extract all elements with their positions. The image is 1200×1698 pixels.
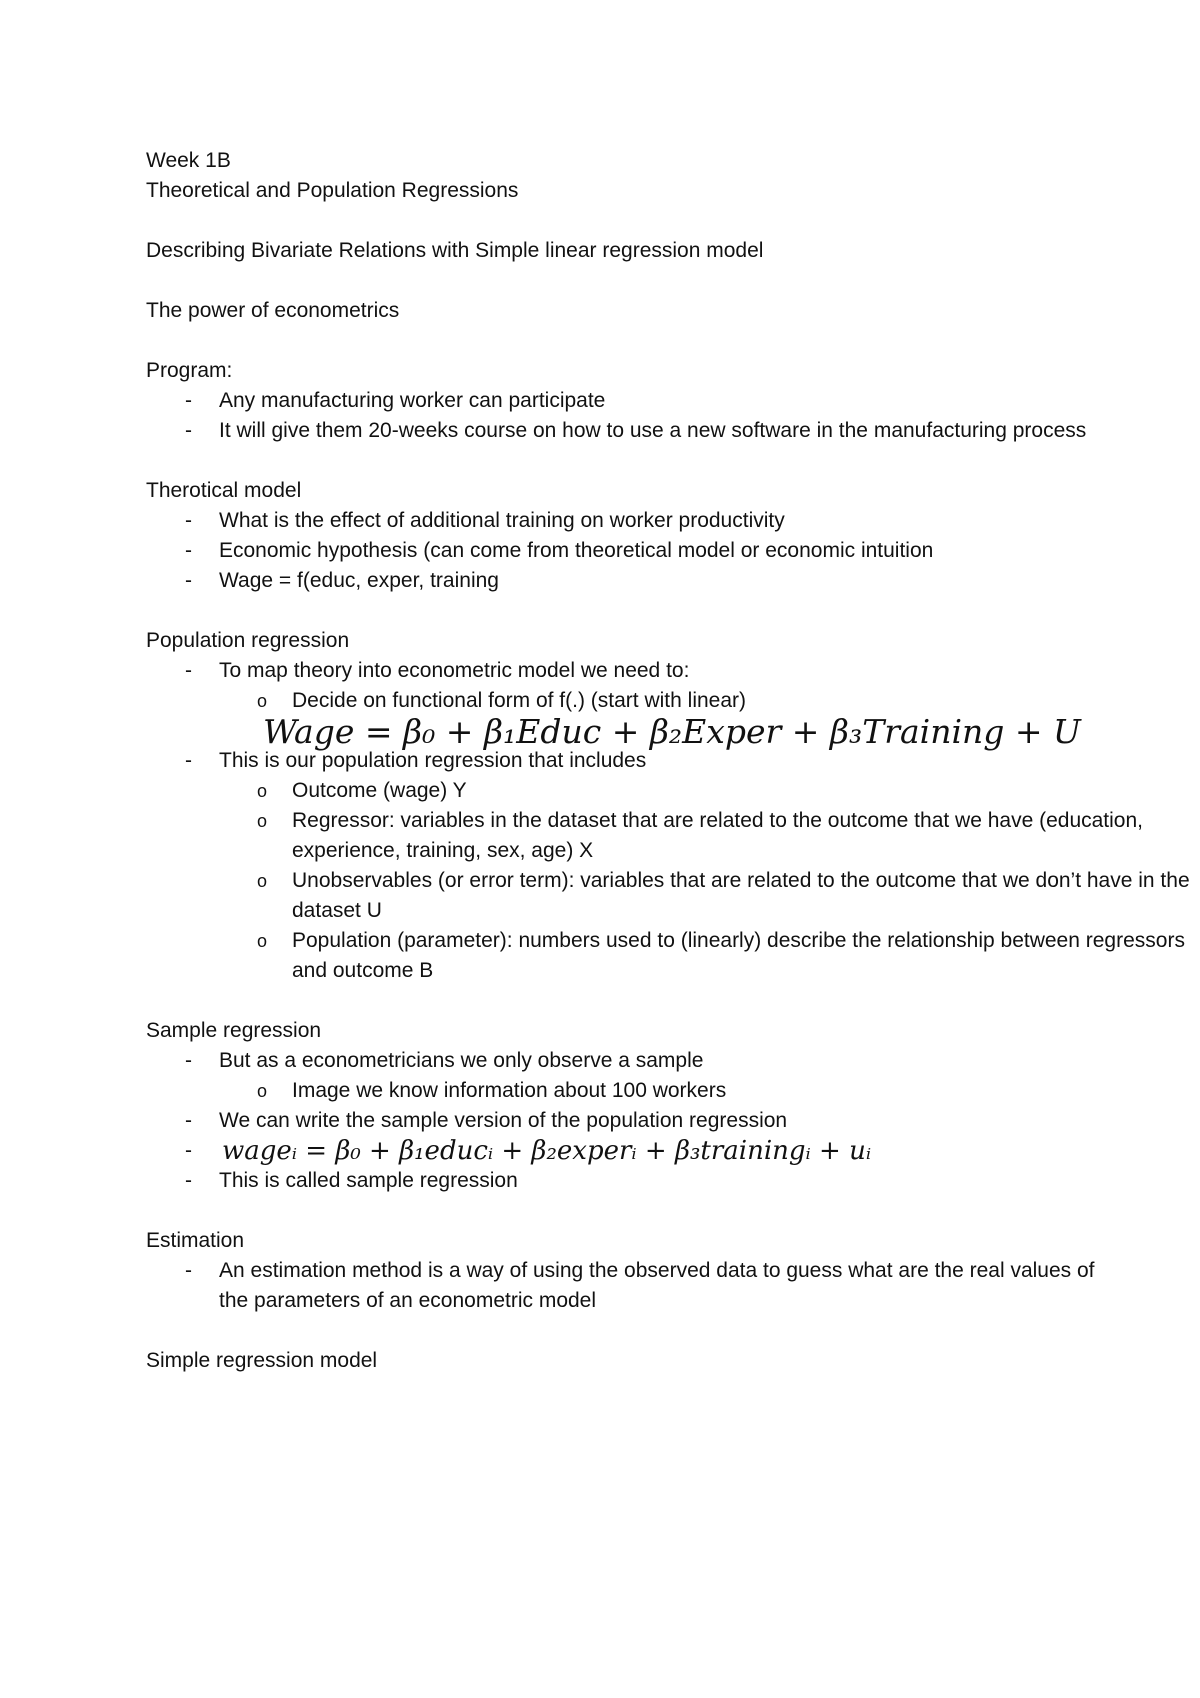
dash-bullet: - — [185, 509, 192, 532]
list-item-text: Regressor: variables in the dataset that are related to the outcome that we have (education, experience, training, sex, age) X — [292, 809, 1144, 862]
list-item-text: Population (parameter): numbers used to (linearly) describe the relationship between regressors and outcome B — [292, 929, 1185, 982]
list-item-text: This is called sample regression — [219, 1169, 518, 1192]
dash-bullet: - — [185, 749, 192, 772]
list-item — [146, 746, 1129, 776]
sub-list-item — [146, 806, 1200, 866]
list-item-text: To map theory into econometric model we need to: — [219, 659, 690, 682]
list-item-text: Decide on functional form of f(.) (start with linear) — [292, 689, 747, 712]
list-item-text: Image we know information about 100 workers — [292, 1079, 727, 1102]
list-item — [146, 386, 1129, 416]
heading-bivariate: Describing Bivariate Relations with Simple linear regression model — [146, 239, 764, 262]
page-subtitle: Theoretical and Population Regressions — [146, 179, 519, 202]
circle-bullet: o — [257, 871, 268, 891]
list-item — [146, 1136, 1056, 1166]
circle-bullet: o — [257, 691, 268, 711]
heading-simple-regression: Simple regression model — [146, 1349, 378, 1372]
section-heading-population: Population regression — [146, 629, 350, 652]
spacer — [146, 1196, 1146, 1226]
dash-bullet: - — [185, 569, 192, 592]
dash-bullet: - — [185, 419, 192, 442]
circle-bullet: o — [257, 931, 268, 951]
dash-bullet: - — [185, 1109, 192, 1132]
dash-bullet: - — [185, 659, 192, 682]
list-item-text: Wage = f(educ, exper, training — [219, 569, 499, 592]
sub-list-item — [146, 686, 1200, 716]
section-heading-program: Program: — [146, 359, 233, 382]
list-item-text: Outcome (wage) Y — [292, 779, 467, 802]
spacer — [146, 986, 1146, 1016]
circle-bullet: o — [257, 1081, 268, 1101]
page-title: Week 1B — [146, 149, 231, 172]
dash-bullet: - — [185, 1049, 192, 1072]
sample-equation: wageᵢ = β₀ + β₁educᵢ + β₂experᵢ + β₃trainingᵢ + uᵢ — [222, 1136, 872, 1166]
document-body — [146, 146, 1190, 1376]
list-item-text: What is the effect of additional training on worker productivity — [219, 509, 785, 532]
sub-list-item — [146, 866, 1200, 926]
list-item-text: We can write the sample version of the population regression — [219, 1109, 788, 1132]
dash-bullet: - — [185, 1169, 192, 1192]
dash-bullet: - — [185, 1139, 192, 1162]
spacer — [146, 206, 1146, 236]
dash-bullet: - — [185, 389, 192, 412]
dash-bullet: - — [185, 539, 192, 562]
list-item — [146, 1166, 1129, 1196]
list-item-text: It will give them 20-weeks course on how to use a new software in the manufacturing process — [219, 419, 1087, 442]
spacer — [146, 446, 1146, 476]
list-item — [146, 1106, 1129, 1136]
list-item-text: An estimation method is a way of using the observed data to guess what are the real values of the parameters of an econometric model — [219, 1259, 1095, 1312]
sub-list-item — [146, 776, 1200, 806]
list-item-text: This is our population regression that includes — [219, 749, 647, 772]
section-heading-estimation: Estimation — [146, 1229, 245, 1252]
sub-list-item — [146, 1076, 1200, 1106]
spacer — [146, 266, 1146, 296]
heading-power: The power of econometrics — [146, 299, 400, 322]
list-item-text: Unobservables (or error term): variables that are related to the outcome that we don’t have in the dataset U — [292, 869, 1190, 922]
section-heading-theoretical: Therotical model — [146, 479, 302, 502]
list-item — [146, 536, 1129, 566]
population-equation: Wage = β₀ + β₁Educ + β₂Exper + β₃Training + U — [263, 712, 1081, 751]
spacer — [146, 1316, 1146, 1346]
list-item-text: Any manufacturing worker can participate — [219, 389, 606, 412]
list-item-text: Economic hypothesis (can come from theoretical model or economic intuition — [219, 539, 934, 562]
sub-list-item — [146, 926, 1200, 986]
section-heading-sample: Sample regression — [146, 1019, 322, 1042]
list-item — [146, 416, 1129, 446]
list-item — [146, 1046, 1129, 1076]
list-item — [146, 1256, 1129, 1316]
circle-bullet: o — [257, 781, 268, 801]
spacer — [146, 596, 1146, 626]
circle-bullet: o — [257, 811, 268, 831]
spacer — [146, 326, 1146, 356]
list-item-text: But as a econometricians we only observe a sample — [219, 1049, 704, 1072]
list-item — [146, 566, 1129, 596]
list-item — [146, 656, 1129, 686]
list-item — [146, 506, 1129, 536]
dash-bullet: - — [185, 1259, 192, 1282]
